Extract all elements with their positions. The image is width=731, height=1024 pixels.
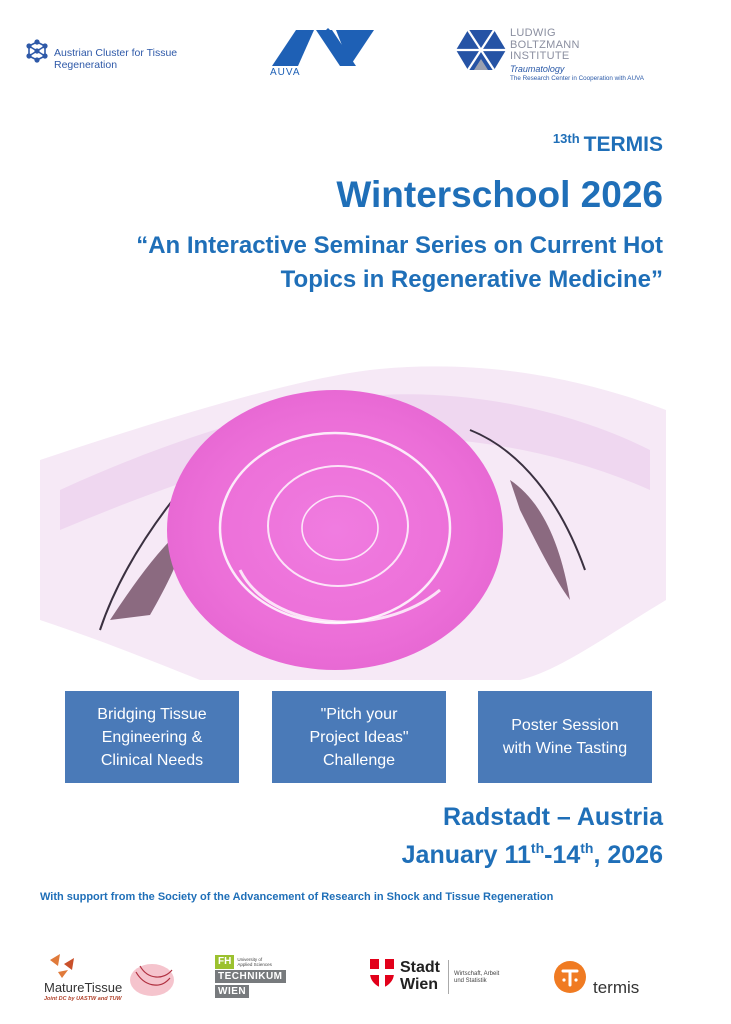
austrian-cluster-logo: [24, 38, 194, 82]
mature-tissue-logo: [44, 950, 184, 1006]
support-text: With support from the Society of the Advancement of Research in Shock and Tissue Regeneration: [40, 891, 554, 903]
termis-logo: [553, 960, 663, 1000]
highlight-label: "Pitch your Project Ideas" Challenge: [309, 705, 409, 769]
edition-heading: [553, 131, 663, 157]
date-start-suffix: th: [530, 840, 545, 856]
subtitle-line2: Topics in Regenerative Medicine”: [280, 266, 663, 293]
lbi-name-line1: LUDWIG: [510, 27, 556, 39]
auva-mark-icon: [270, 28, 380, 68]
mature-tissue-sub: Joint DC by UASTW and TUW: [44, 996, 122, 1002]
highlight-box-tissue-engineering: [65, 691, 239, 783]
stadt-wien-line2: Wien: [400, 976, 439, 993]
lbi-name-line2: BOLTZMANN: [510, 38, 580, 51]
date-end-suffix: th: [580, 840, 594, 856]
molecule-icon: [24, 38, 50, 64]
stadt-wien-line1: Stadt: [400, 959, 440, 976]
termis-name: termis: [593, 978, 640, 997]
mature-tissue-name: MatureTissue: [44, 980, 123, 995]
stadt-wien-sub: [454, 971, 499, 985]
stadt-wien-logo: [368, 957, 528, 999]
histology-image: [40, 340, 666, 686]
divider: [448, 960, 449, 994]
fh-line1: TECHNIKUM: [215, 970, 286, 983]
edition-org: TERMIS: [583, 133, 663, 156]
vienna-shield-icon: [368, 957, 396, 989]
date-start: January 11: [401, 841, 531, 869]
stadt-wien-name: [400, 959, 440, 993]
fh-label: FH: [215, 955, 234, 969]
auva-logo-text: AUVA: [270, 67, 301, 78]
page-subtitle: [23, 229, 663, 297]
fh-uas: University of Applied Sciences: [237, 957, 272, 967]
lbi-name: [510, 28, 580, 63]
subtitle-line1: “An Interactive Seminar Series on Current Hot: [136, 232, 663, 259]
event-location: Radstadt – Austria: [443, 803, 663, 831]
event-dates: [402, 840, 663, 870]
lbi-hexagon-icon: [456, 28, 506, 72]
auva-logo: [270, 28, 380, 80]
lbi-cooperation: The Research Center in Cooperation with AUVA: [510, 75, 644, 82]
highlight-label: Poster Session with Wine Tasting: [502, 717, 628, 757]
highlight-label: Bridging Tissue Engineering & Clinical Needs: [97, 705, 207, 769]
fh-technikum-logo: [215, 955, 305, 1001]
date-year: , 2026: [593, 841, 663, 869]
date-end: -14: [544, 841, 581, 869]
lbi-name-line3: INSTITUTE: [510, 50, 570, 62]
page-title: Winterschool 2026: [336, 174, 663, 215]
acr-logo-text: Austrian Cluster for Tissue Regeneration: [54, 47, 178, 71]
stadt-wien-sub2: und Statistik: [454, 978, 487, 984]
lbi-subtitle: Traumatology: [510, 64, 565, 74]
highlight-box-pitch-challenge: [272, 691, 446, 783]
termis-mark-icon: [553, 960, 587, 994]
fh-line2: WIEN: [215, 985, 249, 998]
stadt-wien-sub1: Wirtschaft, Arbeit: [454, 971, 500, 977]
edition-number: 13th: [552, 131, 580, 146]
highlight-box-poster-session: [478, 691, 652, 783]
lbi-logo: [456, 28, 686, 88]
